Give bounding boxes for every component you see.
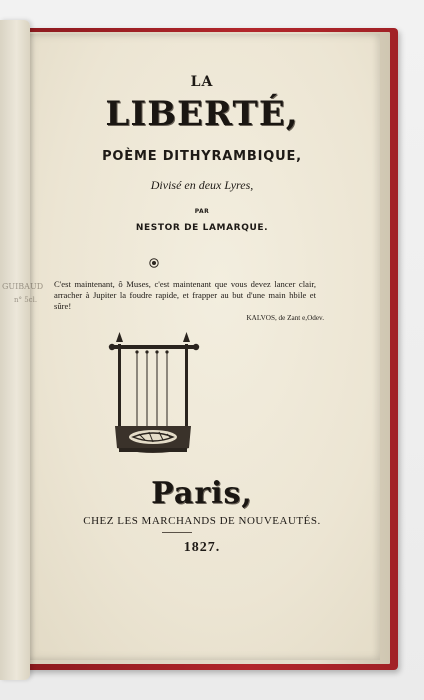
- epigraph-source: KALVOS, de Zant e,Odev.: [246, 314, 324, 322]
- publication-year: 1827.: [183, 540, 221, 555]
- lyre-icon: [109, 330, 199, 460]
- title-page-content: [24, 34, 380, 660]
- ornament-icon: [149, 258, 159, 268]
- author-name: NESTOR DE LAMARQUE.: [135, 223, 269, 233]
- publication-place: Paris,: [151, 476, 253, 511]
- division-line: Divisé en deux Lyres,: [150, 178, 254, 192]
- main-title: LIBERTÉ,: [105, 94, 299, 134]
- publisher-line: CHEZ LES MARCHANDS DE NOUVEAUTÉS.: [83, 515, 321, 527]
- divider-rule: [162, 532, 192, 533]
- flyleaf: [0, 20, 44, 680]
- subtitle: POÈME DITHYRAMBIQUE,: [102, 149, 302, 164]
- flyleaf-fragment-2: n° 5cl.: [14, 296, 38, 304]
- flyleaf-fragment-1: GUIBAUD: [2, 282, 44, 291]
- epigraph-quote: C'est maintenant, ô Muses, c'est maintenant que vous devez lancer clair, arracher à Jupiter la foudre rapide, et frapper au but d'une main hbile et sûre!: [54, 279, 316, 311]
- title-article: LA: [190, 74, 214, 90]
- by-line: PAR: [194, 208, 210, 215]
